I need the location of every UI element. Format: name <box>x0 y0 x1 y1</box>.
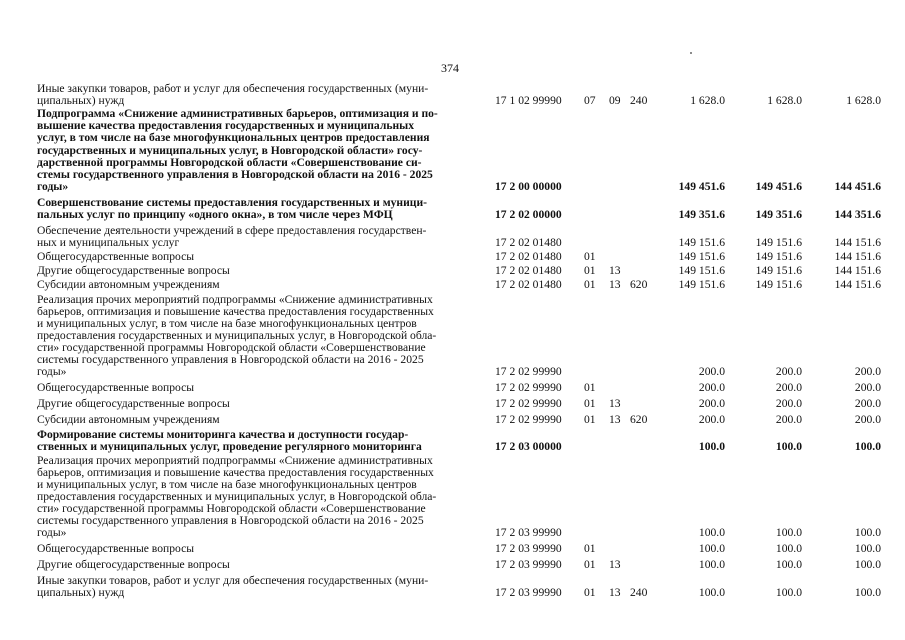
table-row <box>0 279 905 291</box>
description-line: Иные закупки товаров, работ и услуг для обеспечения государственных (муни- <box>37 573 429 587</box>
table-row <box>0 251 905 263</box>
description-line: стемы государственного управления в Новгородской области на 2016 - 2025 <box>37 167 433 181</box>
amount-year-2: 100.0 <box>775 526 802 540</box>
table-row <box>0 398 905 410</box>
subsection-code: 13 <box>609 558 621 572</box>
row-description <box>37 83 489 107</box>
row-description <box>37 455 489 540</box>
amount-year-2: 200.0 <box>775 413 802 427</box>
target-code: 17 2 02 00000 <box>495 207 562 221</box>
row-description <box>37 279 489 291</box>
amount-year-1: 100.0 <box>698 526 725 540</box>
description-line: ных и муниципальных услуг <box>37 236 180 250</box>
table-row <box>0 382 905 394</box>
table-row <box>0 455 905 540</box>
amount-year-2: 149 151.6 <box>755 250 802 264</box>
description-line: услуг, в том числе на базе многофункциональных центров предоставления <box>37 131 430 145</box>
section-code: 01 <box>584 585 596 599</box>
target-code: 17 2 03 99990 <box>495 526 562 540</box>
target-code: 17 2 02 99990 <box>495 381 562 395</box>
row-description <box>37 575 489 599</box>
target-code: 17 2 02 01480 <box>495 278 562 292</box>
amount-year-3: 1 628.0 <box>846 94 881 108</box>
description-line: ственных и муниципальных услуг, проведение регулярного мониторинга <box>37 439 422 453</box>
amount-year-1: 200.0 <box>698 397 725 411</box>
description-line: годы» <box>37 179 69 193</box>
section-code: 01 <box>584 397 596 411</box>
row-description <box>37 543 489 555</box>
subsection-code: 09 <box>609 94 621 108</box>
row-description <box>37 429 489 453</box>
amount-year-2: 149 351.6 <box>755 207 802 221</box>
amount-year-3: 200.0 <box>854 365 881 379</box>
description-line: Совершенствование системы предоставления государственных и муници- <box>37 195 428 209</box>
expense-type-code: 240 <box>630 585 648 599</box>
description-line: и муниципальных услуг, в том числе на базе многофункциональных центров <box>37 316 417 330</box>
amount-year-3: 144 151.6 <box>834 264 881 278</box>
description-line: Общегосударственные вопросы <box>37 250 195 264</box>
target-code: 17 2 02 01480 <box>495 236 562 250</box>
row-description <box>37 197 489 221</box>
amount-year-1: 149 151.6 <box>678 236 725 250</box>
target-code: 17 2 02 01480 <box>495 264 562 278</box>
table-row <box>0 543 905 555</box>
amount-year-3: 200.0 <box>854 397 881 411</box>
target-code: 17 2 02 99990 <box>495 397 562 411</box>
row-description <box>37 559 489 571</box>
expense-type-code: 620 <box>630 278 648 292</box>
table-row <box>0 414 905 426</box>
description-line: Обеспечение деятельности учреждений в сфере предоставления государствен- <box>37 224 427 238</box>
amount-year-2: 149 451.6 <box>755 179 802 193</box>
table-row <box>0 265 905 277</box>
amount-year-3: 144 451.6 <box>834 179 881 193</box>
amount-year-1: 1 628.0 <box>690 94 725 108</box>
target-code: 17 2 02 99990 <box>495 413 562 427</box>
amount-year-2: 200.0 <box>775 381 802 395</box>
amount-year-3: 100.0 <box>854 558 881 572</box>
amount-year-3: 144 351.6 <box>834 207 881 221</box>
row-description <box>37 414 489 426</box>
amount-year-3: 200.0 <box>854 381 881 395</box>
amount-year-1: 100.0 <box>698 542 725 556</box>
description-line: Другие общегосударственные вопросы <box>37 397 230 411</box>
amount-year-2: 100.0 <box>775 558 802 572</box>
amount-year-2: 100.0 <box>775 585 802 599</box>
amount-year-1: 100.0 <box>698 585 725 599</box>
amount-year-2: 149 151.6 <box>755 236 802 250</box>
description-line: дарственной программы Новгородской области «Совершенствование си- <box>37 155 422 169</box>
row-description <box>37 398 489 410</box>
amount-year-1: 149 151.6 <box>678 264 725 278</box>
section-code: 01 <box>584 542 596 556</box>
amount-year-1: 100.0 <box>698 439 725 453</box>
description-line: Реализация прочих мероприятий подпрограммы «Снижение административных <box>37 292 433 306</box>
amount-year-1: 100.0 <box>698 558 725 572</box>
table-row <box>0 108 905 193</box>
target-code: 17 2 03 99990 <box>495 542 562 556</box>
section-code: 01 <box>584 278 596 292</box>
description-line: Иные закупки товаров, работ и услуг для обеспечения государственных (муни- <box>37 82 429 95</box>
subsection-code: 13 <box>609 397 621 411</box>
row-description <box>37 251 489 263</box>
amount-year-3: 100.0 <box>854 585 881 599</box>
table-row <box>0 294 905 379</box>
description-line: предоставления государственных и муниципальных услуг, в Новгородской обла- <box>37 328 437 342</box>
section-code: 01 <box>584 381 596 395</box>
amount-year-2: 149 151.6 <box>755 264 802 278</box>
table-row <box>0 225 905 249</box>
row-description <box>37 108 489 193</box>
description-line: Другие общегосударственные вопросы <box>37 558 230 572</box>
description-line: ципальных) нужд <box>37 94 125 108</box>
description-line: предоставления государственных и муниципальных услуг, в Новгородской обла- <box>37 490 437 503</box>
row-description <box>37 382 489 394</box>
description-line: пальных услуг по принципу «одного окна», в том числе через МФЦ <box>37 207 393 221</box>
description-line: Другие общегосударственные вопросы <box>37 264 230 278</box>
amount-year-3: 144 151.6 <box>834 250 881 264</box>
description-line: сти» государственной программы Новгородской области «Совершенствование <box>37 340 426 354</box>
description-line: годы» <box>37 526 67 540</box>
description-line: барьеров, оптимизация и повышение качества предоставления государственных <box>37 304 434 318</box>
table-row <box>0 429 905 453</box>
subsection-code: 13 <box>609 278 621 292</box>
scan-speck <box>690 52 692 54</box>
subsection-code: 13 <box>609 585 621 599</box>
description-line: ципальных) нужд <box>37 585 125 599</box>
amount-year-3: 144 151.6 <box>834 278 881 292</box>
section-code: 07 <box>584 94 596 108</box>
amount-year-2: 100.0 <box>775 439 802 453</box>
description-line: системы государственного управления в Новгородской области на 2016 - 2025 <box>37 353 424 367</box>
description-line: государственных и муниципальных услуг, в Новгородской области» госу- <box>37 143 423 157</box>
section-code: 01 <box>584 250 596 264</box>
target-code: 17 2 03 00000 <box>495 439 562 453</box>
target-code: 17 2 03 99990 <box>495 585 562 599</box>
budget-table <box>0 83 905 599</box>
description-line: Общегосударственные вопросы <box>37 381 195 395</box>
amount-year-3: 100.0 <box>854 542 881 556</box>
description-line: вышение качества предоставления государственных и муниципальных <box>37 119 414 133</box>
description-line: Общегосударственные вопросы <box>37 542 195 556</box>
amount-year-1: 200.0 <box>698 413 725 427</box>
description-line: системы государственного управления в Новгородской области на 2016 - 2025 <box>37 514 424 528</box>
row-description <box>37 225 489 249</box>
description-line: Реализация прочих мероприятий подпрограммы «Снижение административных <box>37 453 433 467</box>
amount-year-1: 200.0 <box>698 381 725 395</box>
page-number: 374 <box>441 61 459 75</box>
amount-year-3: 200.0 <box>854 413 881 427</box>
target-code: 17 2 02 01480 <box>495 250 562 264</box>
amount-year-2: 200.0 <box>775 365 802 379</box>
table-row <box>0 575 905 599</box>
table-row <box>0 83 905 107</box>
description-line: Субсидии автономным учреждениям <box>37 278 220 292</box>
description-line: годы» <box>37 365 67 379</box>
expense-type-code: 240 <box>630 94 648 108</box>
amount-year-1: 149 451.6 <box>678 179 725 193</box>
section-code: 01 <box>584 413 596 427</box>
row-description <box>37 265 489 277</box>
amount-year-1: 149 351.6 <box>678 207 725 221</box>
description-line: Подпрограмма «Снижение административных барьеров, оптимизация и по- <box>37 107 438 121</box>
amount-year-1: 149 151.6 <box>678 250 725 264</box>
amount-year-2: 1 628.0 <box>767 94 802 108</box>
target-code: 17 2 00 00000 <box>495 179 562 193</box>
description-line: барьеров, оптимизация и повышение качества предоставления государственных <box>37 465 434 479</box>
table-row <box>0 559 905 571</box>
amount-year-2: 100.0 <box>775 542 802 556</box>
amount-year-3: 100.0 <box>854 439 881 453</box>
row-description <box>37 294 489 379</box>
table-row <box>0 197 905 221</box>
description-line: Формирование системы мониторинга качества и доступности государ- <box>37 427 409 441</box>
target-code: 17 2 03 99990 <box>495 558 562 572</box>
amount-year-1: 149 151.6 <box>678 278 725 292</box>
target-code: 17 1 02 99990 <box>495 94 562 108</box>
section-code: 01 <box>584 558 596 572</box>
amount-year-2: 149 151.6 <box>755 278 802 292</box>
expense-type-code: 620 <box>630 413 648 427</box>
amount-year-3: 144 151.6 <box>834 236 881 250</box>
amount-year-1: 200.0 <box>698 365 725 379</box>
amount-year-2: 200.0 <box>775 397 802 411</box>
amount-year-3: 100.0 <box>854 526 881 540</box>
section-code: 01 <box>584 264 596 278</box>
description-line: Субсидии автономным учреждениям <box>37 413 220 427</box>
subsection-code: 13 <box>609 264 621 278</box>
description-line: и муниципальных услуг, в том числе на базе многофункциональных центров <box>37 477 417 491</box>
subsection-code: 13 <box>609 413 621 427</box>
target-code: 17 2 02 99990 <box>495 365 562 379</box>
description-line: сти» государственной программы Новгородской области «Совершенствование <box>37 502 426 516</box>
